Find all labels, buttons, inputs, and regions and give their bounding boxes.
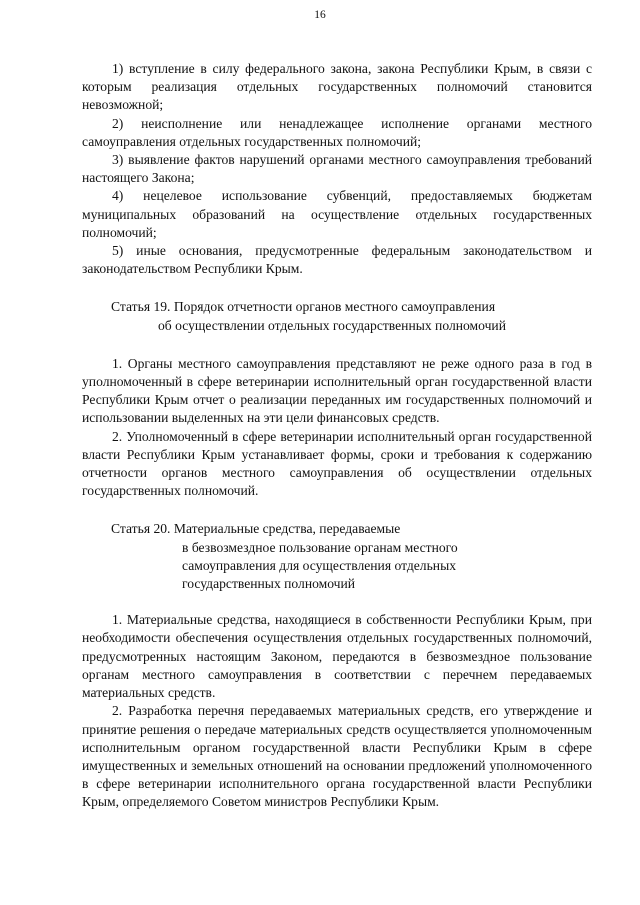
article-20-title-line: Статья 20. Материальные средства, передаваемые [111, 521, 401, 537]
article-20-title-line: государственных полномочий [182, 576, 356, 592]
article-20-title-line: в безвозмездное пользование органам местного [182, 539, 458, 555]
list-item: 1) вступление в силу федерального закона, закона Республики Крым, в связи с которым реализация отдельных государственных полномочий становится невозможной; [82, 61, 592, 113]
article-20-heading [82, 520, 592, 593]
list-item: 5) иные основания, предусмотренные федеральным законодательством и законодательством Республики Крым. [82, 243, 592, 277]
grounds-list [82, 60, 592, 278]
article-19-heading [82, 298, 592, 334]
article-20-title-line: самоуправления для осуществления отдельных [182, 557, 456, 573]
list-item: 3) выявление фактов нарушений органами местного самоуправления требований настоящего Закона; [82, 152, 592, 186]
article-19-title-line: об осуществлении отдельных государственных полномочий [158, 317, 506, 333]
list-item: 2) неисполнение или ненадлежащее исполнение органами местного самоуправления отдельных государственных полномочий; [82, 115, 592, 149]
article-19-paragraph-2: 2. Уполномоченный в сфере ветеринарии исполнительный орган государственной власти Республики Крым устанавливает формы, сроки и требования к содержанию отчетности органов местного самоуправления об осуществлении отдельных государственных полномочий. [82, 428, 592, 499]
document-body [82, 60, 592, 812]
article-19-title-line: Статья 19. Порядок отчетности органов местного самоуправления [111, 299, 496, 315]
page-number: 16 [314, 9, 326, 21]
article-20-paragraph-2: 2. Разработка перечня передаваемых материальных средств, его утверждение и принятие решения о передаче материальных средств осуществляется уполномоченным исполнительным органом государственной власти Республики Крым в сфере имущественных и земельных отношений на основании предложений уполномоченного в сфере ветеринарии исполнительного органа государственной власти Республики Крым, определяемого Советом министров Республики Крым. [82, 703, 592, 810]
article-19-paragraph-1: 1. Органы местного самоуправления представляют не реже одного раза в год в уполномоченный в сфере ветеринарии исполнительный орган государственной власти Республики Крым отчет о реализации переданных им государственных полномочий и использовании выделенных на эти цели финансовых средств. [82, 355, 592, 426]
article-20-paragraph-1: 1. Материальные средства, находящиеся в собственности Республики Крым, при необходимости обеспечения осуществления отдельных государственных полномочий, предусмотренных настоящим Законом, передаются в безвозмездное пользование органам местного самоуправления в соответствии с перечнем передаваемых материальных средств. [82, 612, 592, 701]
list-item: 4) нецелевое использование субвенций, предоставляемых бюджетам муниципальных образований на осуществление отдельных государственных полномочий; [82, 188, 592, 240]
